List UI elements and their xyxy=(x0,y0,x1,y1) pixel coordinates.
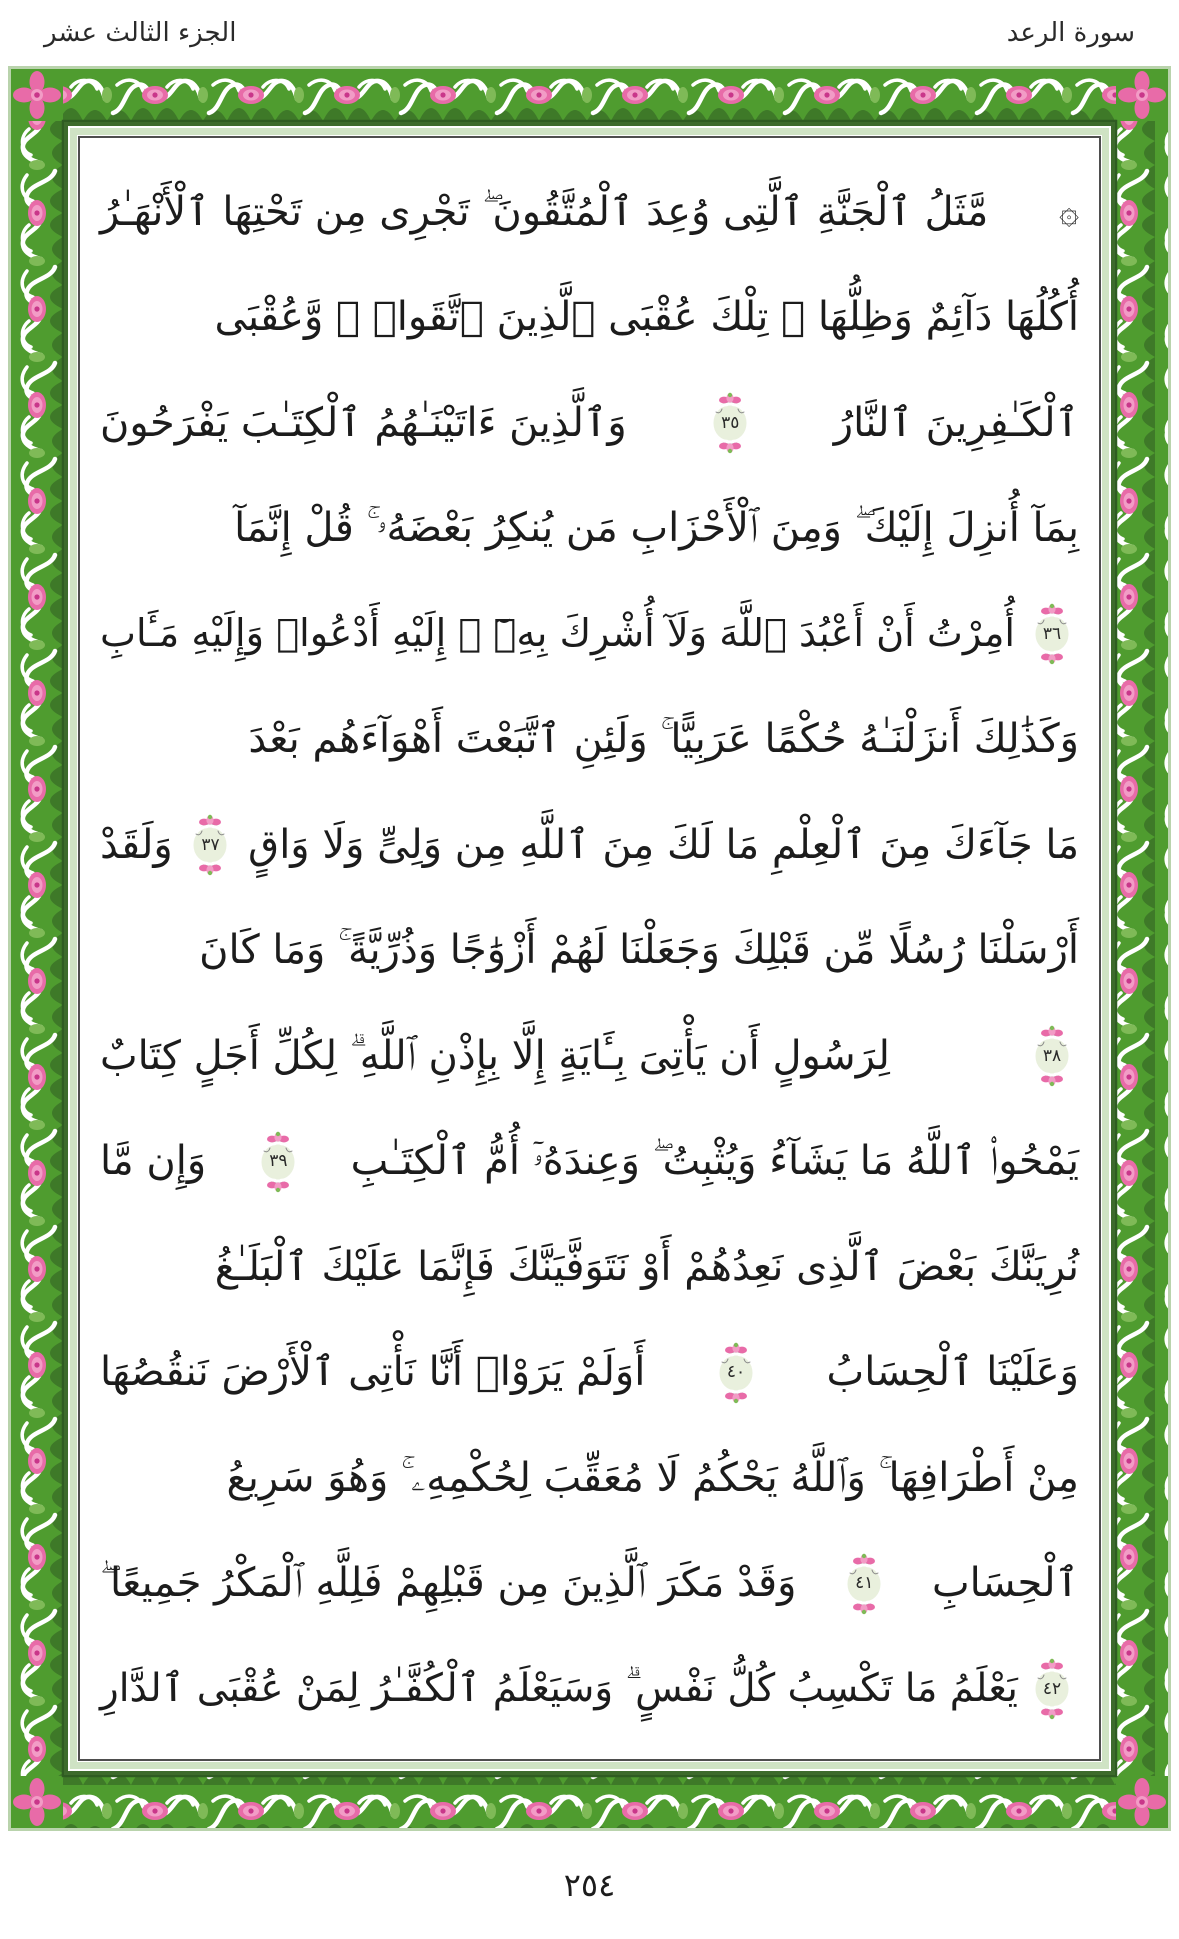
page-footer xyxy=(0,1831,1179,1939)
ayah-line xyxy=(100,899,1079,1003)
ayah-text: مَّثَلُ ٱلْجَنَّةِ ٱلَّتِى وُعِدَ ٱلْمُتَّقُونَ ۖ تَجْرِى مِن تَحْتِهَا ٱلْأَنْهَـٰرُ xyxy=(100,188,989,235)
ayah-marker-icon[interactable] xyxy=(187,814,233,876)
ayah-number: ٣٥ xyxy=(721,412,740,433)
ayah-line xyxy=(100,477,1079,581)
ayah-line xyxy=(100,266,1079,370)
ayah-text: يَعْلَمُ مَا تَكْسِبُ كُلُّ نَفْسٍ ۗ وَسَيَعْلَمُ ٱلْكُفَّـٰرُ لِمَنْ عُقْبَى ٱلدَّارِ xyxy=(100,1666,1018,1712)
ayah-number: ٣٨ xyxy=(1042,1045,1062,1066)
ayah-line xyxy=(100,582,1079,686)
ayah-text: ٱلْحِسَابِ xyxy=(932,1560,1079,1607)
ayah-text: وَلَقَدْ xyxy=(100,821,173,868)
ayah-number: ٣٧ xyxy=(201,834,220,855)
ayah-text: وَعَلَيْنَا ٱلْحِسَابُ xyxy=(826,1349,1079,1396)
ayah-text: وَٱلَّذِينَ ءَاتَيْنَـٰهُمُ ٱلْكِتَـٰبَ يَفْرَحُونَ xyxy=(100,399,627,446)
ayah-line xyxy=(100,1110,1079,1214)
ayah-line xyxy=(100,1215,1079,1319)
ayah-text: مَا جَآءَكَ مِنَ ٱلْعِلْمِ مَا لَكَ مِنَ ٱللَّهِ مِن وَلِىٍّ وَلَا وَاقٍ xyxy=(248,821,1079,868)
ayah-marker-icon[interactable] xyxy=(713,1342,759,1404)
ayah-marker-icon[interactable] xyxy=(841,1553,887,1615)
ayah-line xyxy=(100,1637,1079,1741)
page-number: ٢٥٤ xyxy=(563,1866,616,1904)
ayah-number: ٣٦ xyxy=(1042,623,1062,644)
ayah-number: ٤٠ xyxy=(726,1362,746,1382)
ayah-text: أُكُلُهَا دَآئِمٌ وَظِلُّهَا ۚ تِلْكَ عُقْبَى ٱلَّذِينَ ٱتَّقَوا۟ ۖ وَّعُقْبَى xyxy=(214,294,1079,341)
ayah-marker-icon[interactable] xyxy=(1029,1658,1075,1720)
ayah-marker-icon[interactable] xyxy=(1029,1025,1075,1087)
ayah-text: أَرْسَلْنَا رُسُلًا مِّن قَبْلِكَ وَجَعَلْنَا لَهُمْ أَزْوَٰجًا وَذُرِّيَّةً ۚ وَمَا كَانَ xyxy=(199,927,1079,974)
ayah-text: يَمْحُوا۟ ٱللَّهُ مَا يَشَآءُ وَيُثْبِتُ ۖ وَعِندَهُۥٓ أُمُّ ٱلْكِتَـٰبِ xyxy=(350,1138,1079,1185)
ayah-text: ٱلْكَـٰفِرِينَ ٱلنَّارُ xyxy=(833,399,1079,446)
ayah-line xyxy=(100,1004,1079,1108)
ayah-text: بِمَآ أُنزِلَ إِلَيْكَ ۖ وَمِنَ ٱلْأَحْزَابِ مَن يُنكِرُ بَعْضَهُۥ ۚ قُلْ إِنَّمَآ xyxy=(234,505,1079,552)
ayah-line xyxy=(100,160,1079,264)
quran-text-area xyxy=(84,142,1095,1755)
hizb-star-icon: ۞ xyxy=(1059,191,1079,232)
ayah-text: أُمِرْتُ أَنْ أَعْبُدَ ٱللَّهَ وَلَآ أُشْرِكَ بِهِۦٓ ۚ إِلَيْهِ أَدْعُوا۟ وَإِلَيْهِ مَـَٔابِ xyxy=(100,611,1016,656)
ayah-line xyxy=(100,371,1079,475)
ayah-line xyxy=(100,793,1079,897)
ayah-text: نُرِيَنَّكَ بَعْضَ ٱلَّذِى نَعِدُهُمْ أَوْ نَتَوَفَّيَنَّكَ فَإِنَّمَا عَلَيْكَ ٱلْبَلَـٰغُ xyxy=(214,1243,1079,1290)
ayah-marker-icon[interactable] xyxy=(255,1131,301,1193)
surah-title: سورة الرعد xyxy=(1006,18,1135,48)
ayah-number: ٣٩ xyxy=(269,1151,288,1171)
ayah-number: ٤٢ xyxy=(1042,1678,1062,1699)
ayah-text: وَكَذَٰلِكَ أَنزَلْنَـٰهُ حُكْمًا عَرَبِيًّا ۚ وَلَئِنِ ٱتَّبَعْتَ أَهْوَآءَهُم بَعْدَ xyxy=(248,716,1079,763)
ayah-text: وَإِن مَّا xyxy=(100,1138,207,1185)
ayah-line xyxy=(100,1321,1079,1425)
ayah-line xyxy=(100,688,1079,792)
ayah-line xyxy=(100,1532,1079,1636)
ayah-text: وَقَدْ مَكَرَ ٱلَّذِينَ مِن قَبْلِهِمْ فَلِلَّهِ ٱلْمَكْرُ جَمِيعًا ۖ xyxy=(100,1560,797,1607)
ayah-marker-icon[interactable] xyxy=(1029,603,1075,665)
ayah-line xyxy=(100,1426,1079,1530)
page-header xyxy=(0,0,1179,66)
ayah-text: أَوَلَمْ يَرَوْا۟ أَنَّا نَأْتِى ٱلْأَرْضَ نَنقُصُهَا xyxy=(100,1349,646,1396)
ayah-marker-icon[interactable] xyxy=(707,392,753,454)
ayah-text: لِرَسُولٍ أَن يَأْتِىَ بِـَٔايَةٍ إِلَّا بِإِذْنِ ٱللَّهِ ۗ لِكُلِّ أَجَلٍ كِتَابٌ xyxy=(100,1032,890,1079)
juz-title: الجزء الثالث عشر xyxy=(44,18,237,48)
ayah-number: ٤١ xyxy=(855,1573,874,1593)
ayah-text: مِنْ أَطْرَافِهَا ۚ وَٱللَّهُ يَحْكُمُ لَا مُعَقِّبَ لِحُكْمِهِۦ ۚ وَهُوَ سَرِيعُ xyxy=(226,1454,1079,1501)
ornamental-frame xyxy=(8,66,1171,1831)
